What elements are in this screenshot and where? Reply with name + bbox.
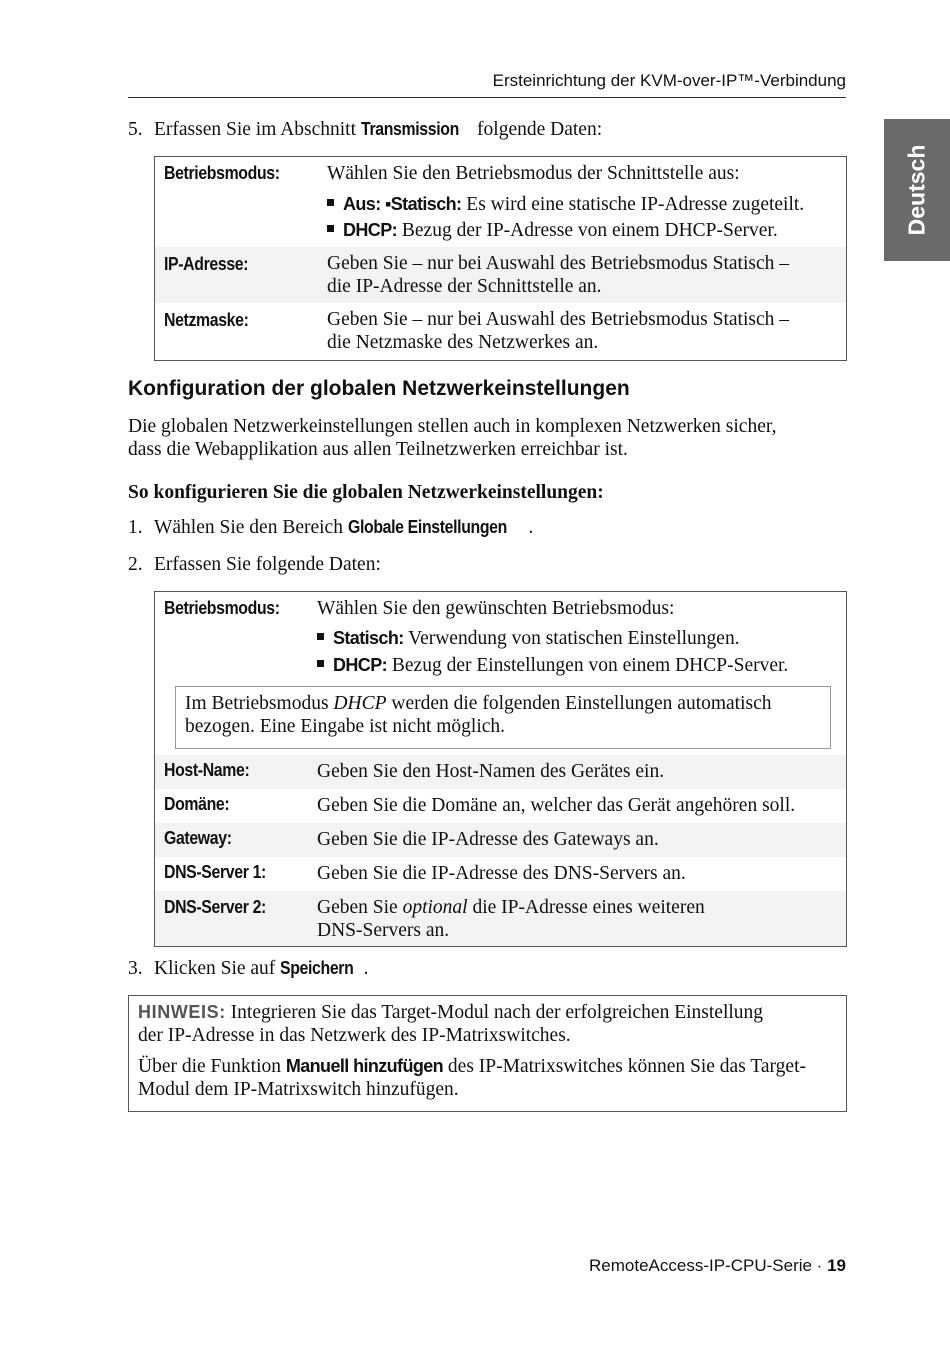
hint-text-end: des IP-Matrixswitches können Sie das Target- [443,1056,806,1077]
row-value: Geben Sie die IP-Adresse des Gateways an. [317,829,659,850]
info-text [185,692,772,715]
info-text-italic: DHCP [333,693,387,714]
row-label: DNS-Server 1: [164,862,266,882]
list-item [317,654,788,677]
table-row [155,823,846,857]
step-number: 3. [128,958,143,979]
value-start: Geben Sie [317,897,403,918]
hint-box [128,995,847,1112]
page-number: 19 [827,1256,846,1275]
header-divider [128,97,846,98]
procedure-title: So konfigurieren Sie die globalen Netzwerkeinstellungen: [128,482,604,503]
row-label: DNS-Server 2: [164,897,266,917]
step-5 [128,118,602,141]
bullet-icon [317,633,324,640]
bullet-key: Statisch: [333,628,404,648]
bullet-text: Bezug der Einstellungen von einem DHCP-Server. [387,655,789,676]
bullet-icon [317,660,324,667]
list-item [327,219,778,242]
transmission-table [154,156,847,361]
row-label: Domäne: [164,794,230,814]
bullet-key: DHCP: [343,220,397,240]
step-text: Wählen Sie den Bereich [154,517,348,538]
row-label: Host-Name: [164,760,250,780]
step-number: 1. [128,517,143,538]
hint-label: HINWEIS: [138,1002,226,1022]
table-row [155,857,846,891]
step-keyword: Speichern [280,958,354,978]
hint-line: Integrieren Sie das Target-Modul nach der erfolgreichen Einstellung [225,1002,764,1023]
step-text: Erfassen Sie im Abschnitt [154,119,361,140]
page-footer [128,1256,846,1276]
row-label: IP-Adresse: [164,254,249,274]
row-value: Geben Sie – nur bei Auswahl des Betriebsmodus Statisch – [327,253,789,274]
step-number: 2. [128,554,143,575]
hint-paragraph-2-line2: Modul dem IP-Matrixswitch hinzufügen. [138,1079,459,1100]
step-keyword: Globale Einstellungen [347,517,507,537]
step-text-end: folgende Daten: [472,119,603,140]
section-heading: Konfiguration der globalen Netzwerkeinstellungen [128,377,630,400]
info-text-line2: bezogen. Eine Eingabe ist nicht möglich. [185,716,506,737]
bullet-text: Es wird eine statische IP-Adresse zugeteilt. [461,194,805,215]
running-header: Ersteinrichtung der KVM-over-IP™-Verbindung [492,71,846,90]
footer-title: RemoteAccess-IP-CPU-Serie · [589,1256,828,1275]
step-keyword: Transmission [360,119,459,139]
table-row [155,789,846,823]
bullet-icon [327,199,334,206]
intro-line: Die globalen Netzwerkeinstellungen stellen auch in komplexen Netzwerken sicher, [128,416,777,437]
hint-text-start: Über die Funktion [138,1056,286,1077]
bullet-text: Bezug der IP-Adresse von einem DHCP-Server. [397,220,778,241]
bullet-key: DHCP: [333,655,387,675]
list-item [317,627,740,650]
table-row [155,891,846,946]
row-value: Wählen Sie den Betriebsmodus der Schnittstelle aus: [327,163,740,184]
info-text-start: Im Betriebsmodus [185,693,334,714]
row-value-continued: DNS-Servers an. [317,920,450,941]
row-value: Geben Sie die IP-Adresse des DNS-Servers an. [317,863,686,884]
intro-paragraph [128,415,846,461]
table-row [155,755,846,789]
row-label: Betriebsmodus: [164,598,280,618]
global-settings-table [154,591,847,947]
language-tab-label: Deutsch [903,144,930,236]
intro-line: dass die Webapplikation aus allen Teilnetzwerken erreichbar ist. [128,439,628,460]
row-value: Geben Sie – nur bei Auswahl des Betriebsmodus Statisch – [327,309,789,330]
hint-keyword: Manuell hinzufügen [285,1056,444,1076]
step-text-end: . [528,517,534,538]
list-item [327,193,804,216]
table-row [155,592,846,755]
table-row [155,303,846,359]
dhcp-info-box [175,686,831,749]
row-value: Wählen Sie den gewünschten Betriebsmodus: [317,598,675,619]
hint-line-2: der IP-Adresse in das Netzwerk des IP-Matrixswitches. [138,1025,571,1046]
step-text: Erfassen Sie folgende Daten: [154,554,381,575]
row-value: Geben Sie die Domäne an, welcher das Gerät angehören soll. [317,795,796,816]
table-row [155,157,846,247]
row-label: Gateway: [164,828,232,848]
step-text-end: . [363,958,369,979]
row-value-continued: die IP-Adresse der Schnittstelle an. [327,276,602,297]
step-2 [128,553,381,576]
language-tab [884,119,950,261]
row-label: Betriebsmodus: [164,163,280,183]
step-text: Klicken Sie auf [154,958,281,979]
row-value-continued: die Netzmaske des Netzwerkes an. [327,332,599,353]
step-1 [128,516,533,539]
row-value: Geben Sie den Host-Namen des Gerätes ein. [317,761,665,782]
step-3 [128,957,368,980]
bullet-text: Verwendung von statischen Einstellungen. [403,628,740,649]
row-value [317,896,705,919]
hint-paragraph-2 [138,1055,806,1078]
value-italic: optional [402,897,468,918]
info-text-end: werden die folgenden Einstellungen automatisch [386,693,772,714]
hint-text [138,1001,838,1024]
value-end: die IP-Adresse eines weiteren [467,897,705,918]
bullet-icon [327,225,334,232]
table-row [155,247,846,303]
bullet-key: Aus: ▪Statisch: [343,194,462,214]
row-label: Netzmaske: [164,310,249,330]
step-number: 5. [128,119,143,140]
